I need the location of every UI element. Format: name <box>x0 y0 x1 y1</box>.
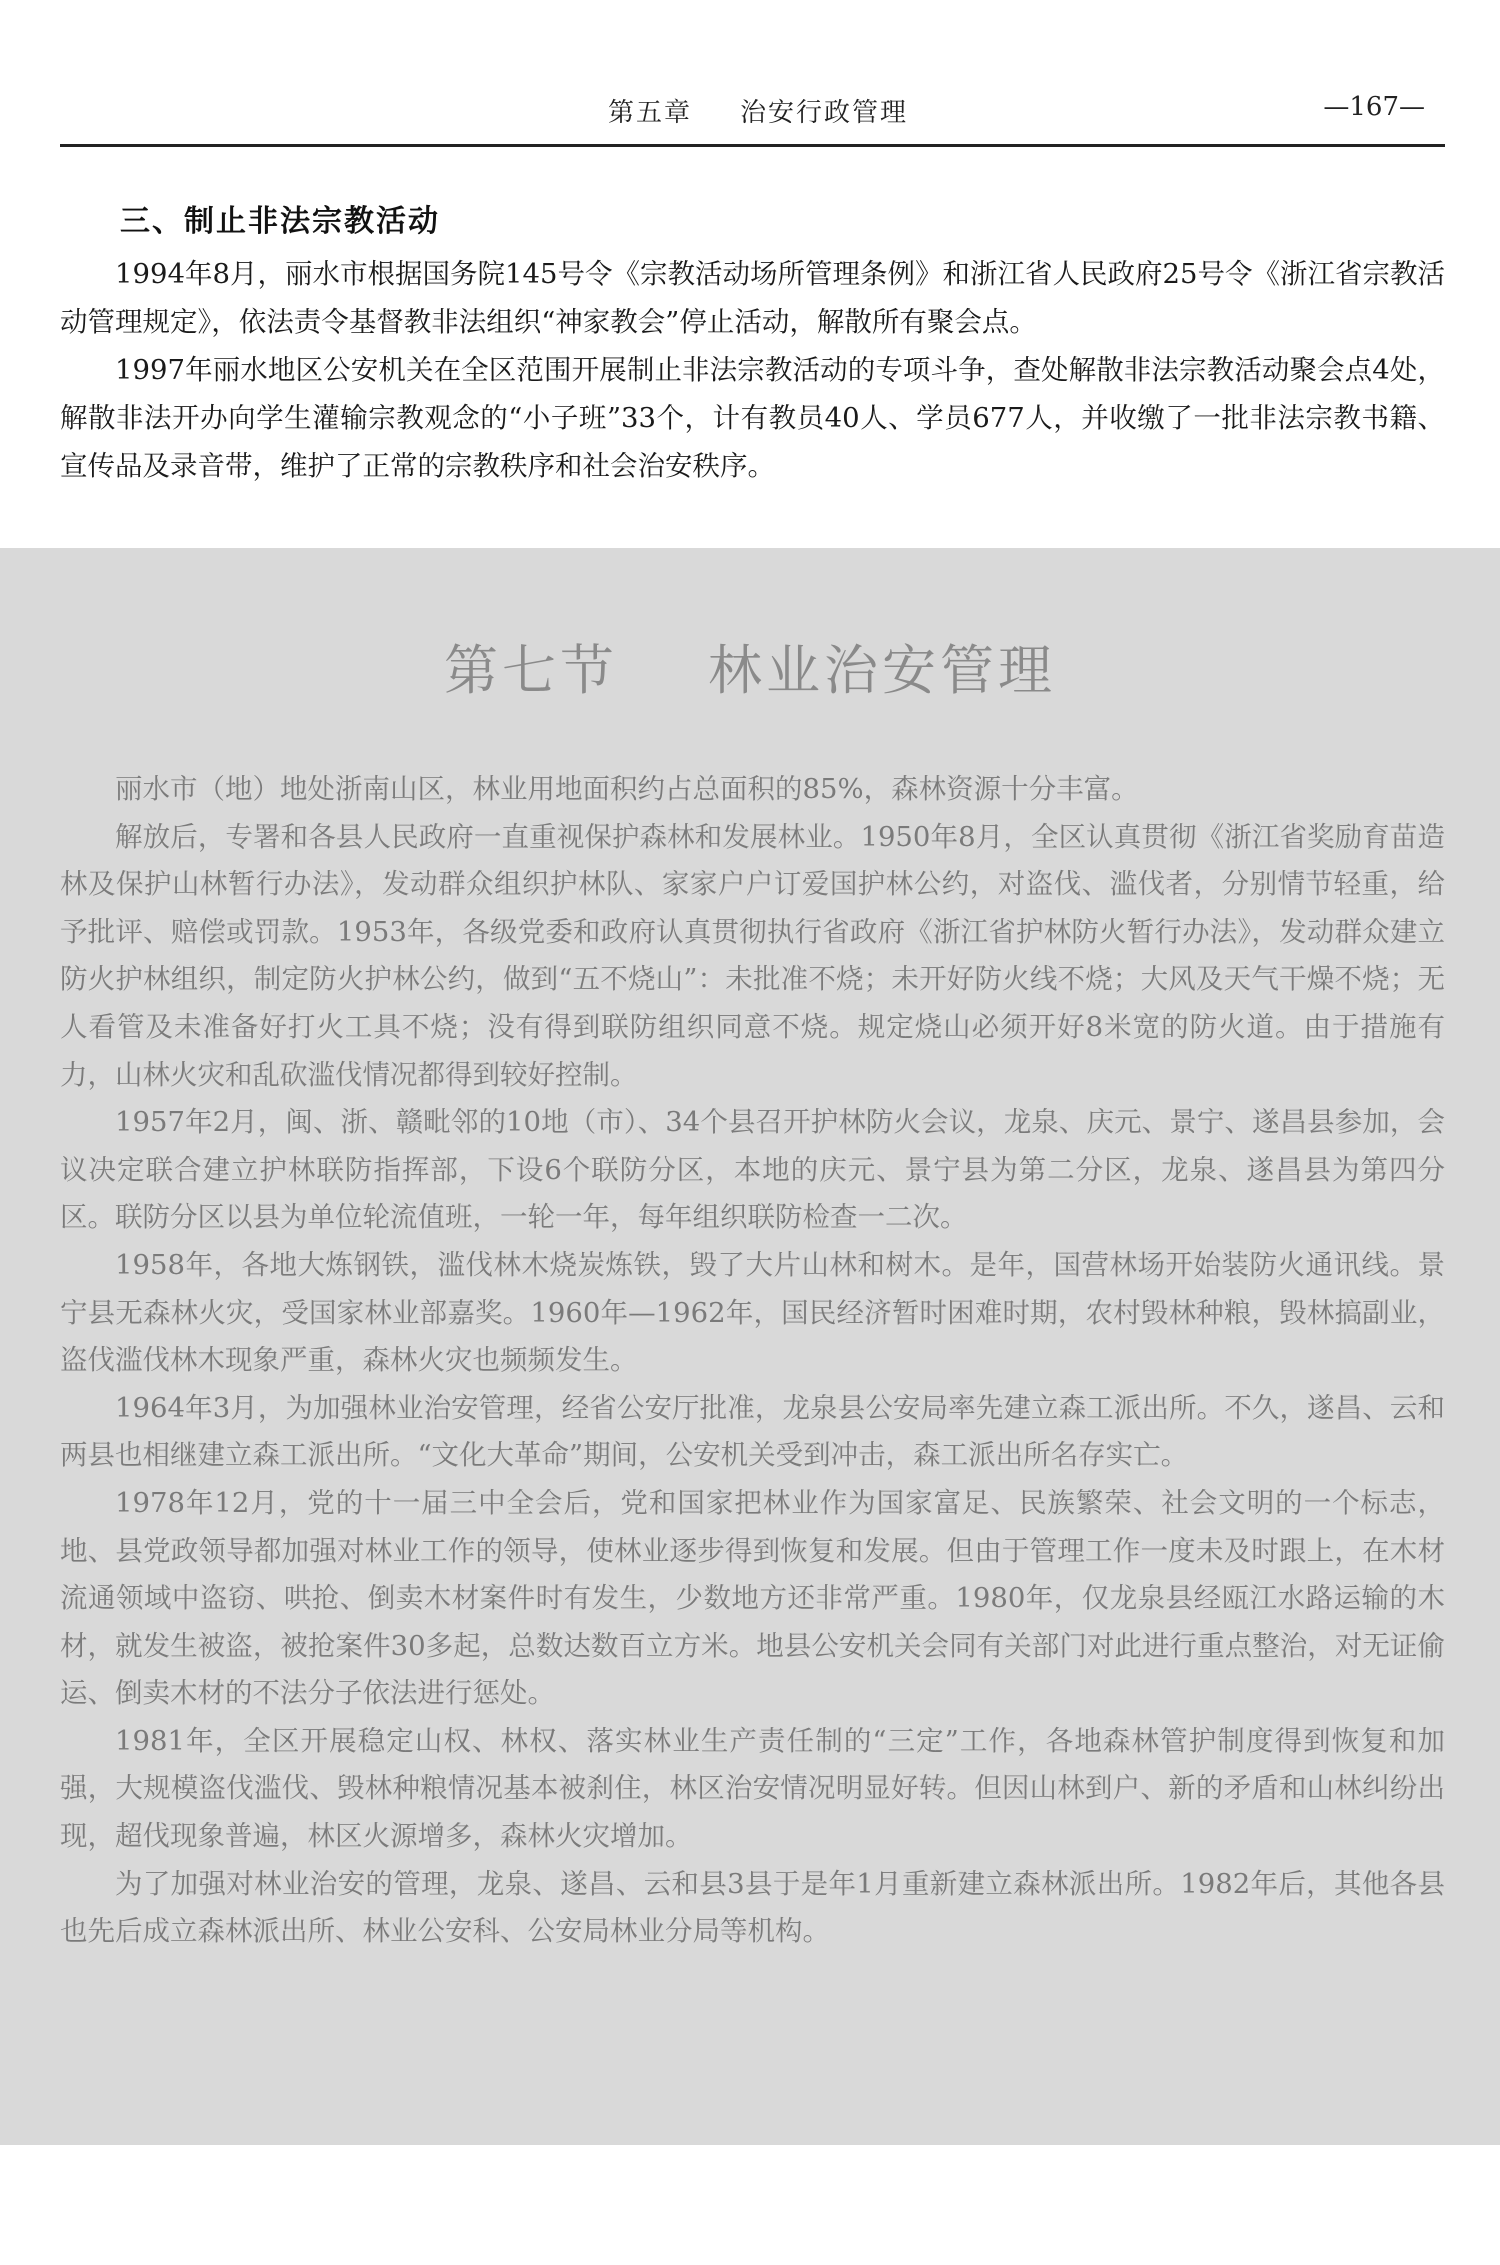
section-body <box>60 766 1445 1956</box>
paragraph: 1964年3月，为加强林业治安管理，经省公安厅批准，龙泉县公安局率先建立森工派出所。不久，遂昌、云和两县也相继建立森工派出所。“文化大革命”期间，公安机关受到冲击，森工派出所名存实亡。 <box>60 1391 1445 1472</box>
section-name: 林业治安管理 <box>708 639 1056 702</box>
paragraph: 1957年2月，闽、浙、赣毗邻的10地（市）、34个县召开护林防火会议，龙泉、庆元、景宁、遂昌县参加，会议决定联合建立护林联防指挥部，下设6个联防分区，本地的庆元、景宁县为第二分区，龙泉、遂昌县为第四分区。联防分区以县为单位轮流值班，一轮一年，每年组织联防检查一二次。 <box>60 1106 1445 1234</box>
paragraph: 1997年丽水地区公安机关在全区范围开展制止非法宗教活动的专项斗争，查处解散非法宗教活动聚会点4处，解散非法开办向学生灌输宗教观念的“小子班”33个，计有教员40人、学员677人，并收缴了一批非法宗教书籍、宣传品及录音带，维护了正常的宗教秩序和社会治安秩序。 <box>60 354 1445 482</box>
paragraph: 1994年8月，丽水市根据国务院145号令《宗教活动场所管理条例》和浙江省人民政府25号令《浙江省宗教活动管理规定》，依法责令基督教非法组织“神家教会”停止活动，解散所有聚会点。 <box>60 258 1445 338</box>
paragraph: 解放后，专署和各县人民政府一直重视保护森林和发展林业。1950年8月，全区认真贯彻《浙江省奖励育苗造林及保护山林暂行办法》，发动群众组织护林队、家家户户订爱国护林公约，对盗伐、滥伐者，分别情节轻重，给予批评、赔偿或罚款。1953年，各级党委和政府认真贯彻执行省政府《浙江省护林防火暂行办法》，发动群众建立防火护林组织，制定防火护林公约，做到“五不烧山”：未批准不烧；未开好防火线不烧；大风及天气干燥不烧；无人看管及未准备好打火工具不烧；没有得到联防组织同意不烧。规定烧山必须开好8米宽的防火道。由于措施有力，山林火灾和乱砍滥伐情况都得到较好控制。 <box>60 820 1445 1091</box>
section-heading: 三、制止非法宗教活动 <box>120 204 440 239</box>
chapter-title <box>608 92 908 129</box>
paragraph: 1981年，全区开展稳定山权、林权、落实林业生产责任制的“三定”工作，各地森林管护制度得到恢复和加强，大规模盗伐滥伐、毁林种粮情况基本被刹住，林区治安情况明显好转。但因山林到户、新的矛盾和山林纠纷出现，超伐现象普遍，林区火源增多，森林火灾增加。 <box>60 1724 1445 1853</box>
forestry-section <box>0 548 1500 2145</box>
paragraph: 为了加强对林业治安的管理，龙泉、遂昌、云和县3县于是年1月重新建立森林派出所。1982年后，其他各县也先后成立森林派出所、林业公安科、公安局林业分局等机构。 <box>60 1867 1445 1948</box>
paragraph: 丽水市（地）地处浙南山区，林业用地面积约占总面积的85%，森林资源十分丰富。 <box>115 773 1139 805</box>
paragraph: 1978年12月，党的十一届三中全会后，党和国家把林业作为国家富足、民族繁荣、社会文明的一个标志，地、县党政领导都加强对林业工作的领导，使林业逐步得到恢复和发展。但由于管理工作一度未及时跟上，在木材流通领域中盗窃、哄抢、倒卖木材案件时有发生，少数地方还非常严重。1980年，仅龙泉县经瓯江水路运输的木材，就发生被盗，被抢案件30多起，总数达数百立方米。地县公安机关会同有关部门对此进行重点整治，对无证偷运、倒卖木材的不法分子依法进行惩处。 <box>60 1486 1445 1710</box>
chapter-number: 第五章 <box>608 98 693 128</box>
section-title <box>0 628 1500 705</box>
chapter-name: 治安行政管理 <box>740 98 909 128</box>
running-header <box>60 84 1445 147</box>
page-number: —167— <box>1323 92 1425 122</box>
paragraph: 1958年，各地大炼钢铁，滥伐林木烧炭炼铁，毁了大片山林和树木。是年，国营林场开始装防火通讯线。景宁县无森林火灾，受国家林业部嘉奖。1960年—1962年，国民经济暂时困难时期，农村毁林种粮，毁林搞副业，盗伐滥伐林木现象严重，森林火灾也频频发生。 <box>60 1248 1445 1377</box>
section-religion <box>60 196 1445 490</box>
section-number: 第七节 <box>444 639 618 702</box>
